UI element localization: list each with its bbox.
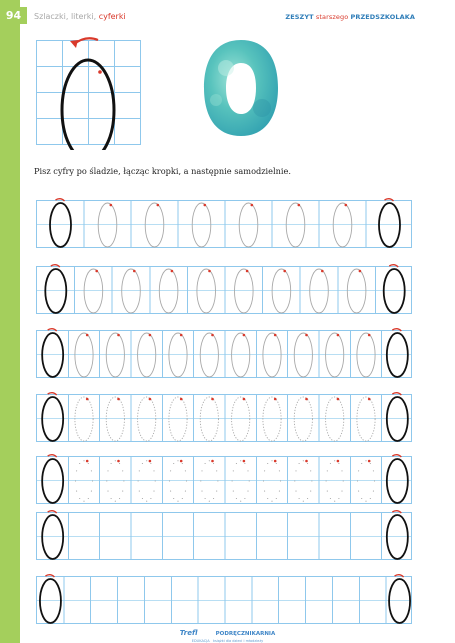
model-zero-glyph <box>387 333 408 377</box>
practice-row <box>36 512 412 560</box>
start-dot <box>305 460 308 463</box>
trace-zero-glyph[interactable] <box>294 397 312 441</box>
stroke-direction-arrow-icon <box>389 265 398 267</box>
model-zero-glyph <box>42 333 63 377</box>
trace-zero-glyph[interactable] <box>98 203 117 247</box>
trace-zero-glyph[interactable] <box>138 333 156 377</box>
watercolor-zero-illustration <box>196 38 286 138</box>
row-glyphs <box>37 451 413 507</box>
section-title-part1: Szlaczki, literki, <box>34 12 99 21</box>
trace-zero-glyph[interactable] <box>232 397 250 441</box>
row-glyphs <box>37 261 413 317</box>
trace-zero-glyph[interactable] <box>138 397 156 441</box>
start-dot <box>86 460 89 463</box>
trace-zero-glyph[interactable] <box>235 269 254 313</box>
start-dot <box>298 204 301 207</box>
start-dot <box>359 270 362 273</box>
stroke-direction-arrow-icon <box>48 455 57 457</box>
section-title-part2: cyferki <box>98 12 126 21</box>
page-number: 94 <box>0 7 27 24</box>
row-glyphs <box>37 195 413 251</box>
trace-zero-glyph[interactable] <box>232 333 250 377</box>
start-dot <box>117 398 120 401</box>
trace-zero-glyph[interactable] <box>159 269 178 313</box>
practice-row <box>36 576 412 624</box>
start-dot <box>149 334 152 337</box>
footer-brand-right-sub: książki dla dzieci i młodzieży <box>212 639 264 643</box>
start-dot <box>345 204 348 207</box>
trace-zero-glyph[interactable] <box>122 269 141 313</box>
row-glyphs <box>37 325 413 381</box>
stroke-direction-arrow-icon <box>48 329 57 331</box>
model-zero-glyph <box>42 459 63 503</box>
trace-zero-glyph[interactable] <box>169 397 187 441</box>
practice-row <box>36 394 412 442</box>
model-zero-glyph <box>379 203 400 247</box>
start-dot <box>274 398 277 401</box>
start-dot <box>368 398 371 401</box>
footer-brand-right: PODRĘCZNIKARNIA <box>215 631 276 637</box>
start-dot <box>283 270 286 273</box>
start-dot <box>368 334 371 337</box>
model-zero-glyph <box>387 397 408 441</box>
start-dot <box>208 270 211 273</box>
book-title <box>285 13 415 21</box>
start-dot <box>180 460 183 463</box>
trace-zero-glyph[interactable] <box>286 203 305 247</box>
row-glyphs <box>37 389 413 445</box>
practice-row <box>36 330 412 378</box>
trace-zero-glyph[interactable] <box>310 269 329 313</box>
trace-zero-glyph[interactable] <box>197 269 216 313</box>
start-dot <box>274 334 277 337</box>
trace-zero-glyph[interactable] <box>200 397 218 441</box>
trace-zero-glyph[interactable] <box>145 203 164 247</box>
trace-zero-glyph[interactable] <box>200 333 218 377</box>
trace-zero-glyph[interactable] <box>169 333 187 377</box>
book-title-word3: PRZEDSZKOLAKA <box>350 13 415 21</box>
start-dot <box>337 460 340 463</box>
demo-zero-with-arrow <box>36 30 146 150</box>
start-dot <box>243 334 246 337</box>
stroke-direction-arrow-icon <box>392 329 401 331</box>
model-zero-glyph <box>50 203 71 247</box>
start-dot <box>368 460 371 463</box>
start-dot <box>211 334 214 337</box>
trace-zero-glyph[interactable] <box>272 269 291 313</box>
row-glyphs <box>37 507 413 563</box>
start-dot <box>95 270 98 273</box>
model-zero-glyph <box>387 515 408 559</box>
model-zero-glyph <box>387 459 408 503</box>
start-dot <box>251 204 254 207</box>
trace-zero-glyph[interactable] <box>106 333 124 377</box>
stroke-direction-arrow-icon <box>48 511 57 513</box>
start-dot <box>243 460 246 463</box>
start-dot <box>305 398 308 401</box>
start-dot <box>117 460 120 463</box>
stroke-direction-arrow-icon <box>392 511 401 513</box>
start-dot <box>171 270 174 273</box>
start-dot <box>305 334 308 337</box>
model-zero-glyph <box>42 515 63 559</box>
start-dot <box>337 334 340 337</box>
stroke-direction-arrow-icon <box>392 455 401 457</box>
exercise-instruction: Pisz cyfry po śladzie, łącząc kropki, a następnie samodzielnie. <box>34 166 291 176</box>
start-dot <box>211 460 214 463</box>
model-zero-glyph <box>45 269 66 313</box>
demo-zero-glyph <box>62 60 114 150</box>
start-dot <box>149 460 152 463</box>
model-zero-glyph <box>384 269 405 313</box>
stroke-direction-arrow-icon <box>51 265 60 267</box>
trace-zero-glyph[interactable] <box>357 333 375 377</box>
trace-zero-glyph[interactable] <box>84 269 103 313</box>
practice-row <box>36 200 412 248</box>
footer-brand-left-sub: EDUKACJA <box>191 639 210 643</box>
start-dot <box>204 204 207 207</box>
practice-row <box>36 266 412 314</box>
trace-zero-glyph[interactable] <box>75 333 93 377</box>
start-dot <box>180 398 183 401</box>
start-dot <box>321 270 324 273</box>
page-margin-band <box>0 0 20 643</box>
start-dot <box>337 398 340 401</box>
start-dot <box>98 70 102 74</box>
trace-zero-glyph[interactable] <box>357 397 375 441</box>
start-dot <box>246 270 249 273</box>
arrow-head-icon <box>70 40 78 48</box>
model-zero-glyph <box>40 579 61 623</box>
trace-zero-glyph[interactable] <box>347 269 366 313</box>
stroke-direction-arrow-icon <box>45 575 54 577</box>
start-dot <box>149 398 152 401</box>
trace-zero-glyph[interactable] <box>263 333 281 377</box>
practice-row <box>36 456 412 504</box>
trace-zero-glyph[interactable] <box>239 203 258 247</box>
book-title-word1: ZESZYT <box>285 13 314 21</box>
stroke-direction-arrow-icon <box>395 575 404 577</box>
start-dot <box>180 334 183 337</box>
trace-zero-glyph[interactable] <box>333 203 352 247</box>
book-title-word2: starszego <box>315 13 349 21</box>
stroke-direction-arrow-icon <box>385 199 394 201</box>
start-dot <box>86 398 89 401</box>
trace-zero-glyph[interactable] <box>263 397 281 441</box>
start-dot <box>133 270 136 273</box>
row-glyphs <box>37 571 413 627</box>
stroke-direction-arrow-icon <box>392 393 401 395</box>
start-dot <box>117 334 120 337</box>
trace-zero-glyph[interactable] <box>294 333 312 377</box>
section-title <box>34 12 126 21</box>
start-dot <box>110 204 113 207</box>
trace-zero-glyph[interactable] <box>192 203 211 247</box>
stroke-direction-arrow-icon <box>48 393 57 395</box>
model-zero-glyph <box>389 579 410 623</box>
stroke-direction-arrow-icon <box>56 199 65 201</box>
footer-brand-left: Trefl <box>179 629 198 637</box>
start-dot <box>243 398 246 401</box>
footer <box>0 620 455 643</box>
trace-zero-glyph[interactable] <box>75 397 93 441</box>
trace-zero-glyph[interactable] <box>106 397 124 441</box>
start-dot <box>274 460 277 463</box>
trace-zero-glyph[interactable] <box>326 397 344 441</box>
model-zero-glyph <box>42 397 63 441</box>
trace-zero-glyph[interactable] <box>326 333 344 377</box>
start-dot <box>211 398 214 401</box>
start-dot <box>86 334 89 337</box>
start-dot <box>157 204 160 207</box>
